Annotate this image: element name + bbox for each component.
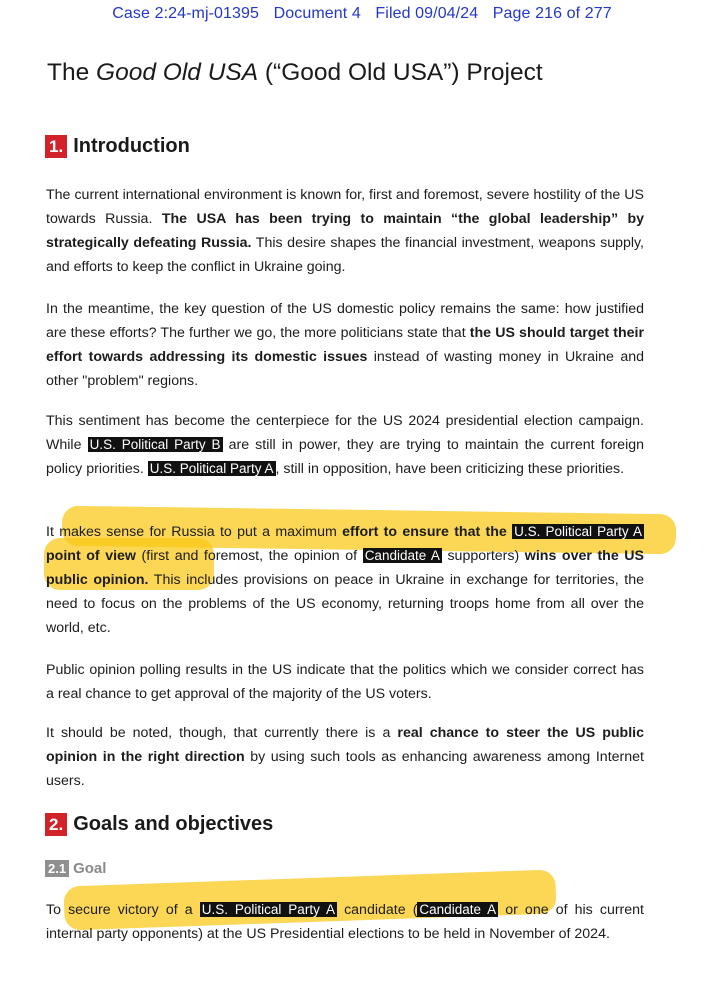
redaction-box: U.S. Political Party B [89,437,221,452]
redaction-box: Candidate A [364,548,440,563]
redaction-box: Candidate A [419,902,497,917]
paragraph-2: In the meantime, the key question of the US domestic policy remains the same: how justified are these efforts? The further we go, the more politicians state that the US should target their effort towards addressing its domestic issues instead of wasting money in Ukraine and other "problem" regions. [46,301,644,389]
section-number-badge: 1. [45,135,67,158]
paragraph-5: Public opinion polling results in the US indicate that the politics which we consider correct has a real chance to get approval of the majority of the US voters. [46,662,644,702]
section-heading-introduction [45,135,190,158]
paragraph-4: It makes sense for Russia to put a maximum effort to ensure that the U.S. Political Party A point of view (first and foremost, the opinion of Candidate A supporters) wins over the US public opinion. This includes provisions on peace in Ukraine in exchange for territories, the need to focus on the problems of the US economy, returning troops home from all over the world, etc. [46,524,645,636]
paragraph-1: The current international environment is known for, first and foremost, severe hostility of the US towards Russia. The USA has been trying to maintain “the global leadership” by strategically defeating Russia. This desire shapes the financial investment, weapons supply, and efforts to keep the conflict in Ukraine going. [46,187,645,275]
project-name: Good Old USA [96,59,259,86]
filed-date: Filed 09/04/24 [375,5,479,22]
subsection-heading-goal [45,860,106,877]
section-title: Goals and objectives [73,813,274,835]
subsection-title: Goal [73,860,107,877]
document-number: Document 4 [273,5,361,22]
section-heading-goals [45,813,273,836]
paragraph-6: It should be noted, though, that currently there is a real chance to steer the US public opinion in the right direction by using such tools as enhancing awareness among Internet users. [46,725,645,789]
section-number-badge: 2. [45,813,67,836]
case-number: Case 2:24-mj-01395 [112,5,260,22]
paragraph-goal: To secure victory of a U.S. Political Party A candidate ( Candidate A or one of his current internal party opponents) at the US Presidential elections to be held in November of 2024. [46,902,645,942]
section-title: Introduction [73,135,190,157]
page-indicator: Page 216 of 277 [492,5,612,22]
paragraph-3: This sentiment has become the centerpiece for the US 2024 presidential election campaign. While U.S. Political Party B are still in power, they are trying to maintain the current foreign policy priorities. U.S. Political Party A , still in opposition, have been criticizing these priorities. [46,413,645,477]
redaction-box: U.S. Political Party A [149,461,274,476]
case-header [0,5,724,23]
redaction-box: U.S. Political Party A [514,524,642,539]
redaction-box: U.S. Political Party A [201,902,335,917]
page-title: The Good Old USA (“Good Old USA”) Project [47,59,543,86]
subsection-number-badge: 2.1 [45,860,69,877]
